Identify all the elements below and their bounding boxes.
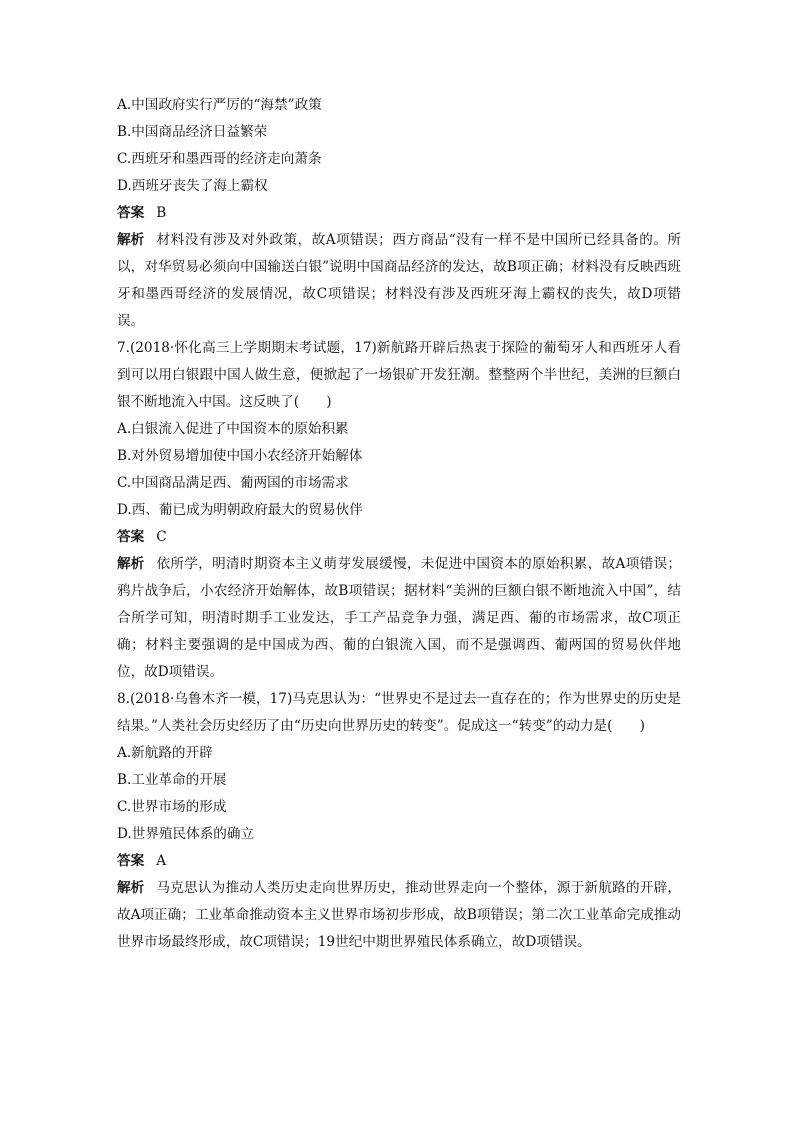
analysis-text: 材料没有涉及对外政策，故A项错误；西方商品“没有一样不是中国所已经具备的。所以，对华贸易必须向中国输送白银”说明中国商品经济的发达，故B项正确；材料没有反映西班牙和墨西哥经济的发展情况，故C项错误；材料没有涉及西班牙海上霸权的丧失，故D项错误。: [117, 232, 681, 329]
answer-line: [117, 200, 681, 227]
answer-value: C: [156, 529, 167, 545]
question-7: [117, 335, 681, 686]
question-6: [117, 92, 681, 335]
analysis-text: 依所学，明清时期资本主义萌芽发展缓慢，未促进中国资本的原始积累，故A项错误；鸦片战争后，小农经济开始解体，故B项错误；据材料“美洲的巨额白银不断地流入中国”，结合所学可知，明清时期手工业发达，手工产品竞争力强，满足西、葡的市场需求，故C项正确；材料主要强调的是中国成为西、葡的白银流入国，而不是强调西、葡两国的贸易伙伴地位，故D项错误。: [117, 556, 681, 680]
answer-label: 答案: [117, 853, 145, 869]
answer-value: B: [156, 205, 167, 221]
analysis-label: 解析: [117, 556, 145, 572]
option-c: C.世界市场的形成: [117, 799, 227, 815]
option-a: A.白银流入促进了中国资本的原始积累: [117, 421, 349, 437]
answer-line: [117, 848, 681, 875]
question-stem: 7.(2018·怀化高三上学期期末考试题，17)新航路开辟后热衷于探险的葡萄牙人和西班牙人看到可以用白银跟中国人做生意，便掀起了一场银矿开发狂潮。整整两个半世纪，美洲的巨额白银不断地流入中国。这反映了( ): [117, 340, 681, 410]
analysis-paragraph: [117, 875, 681, 956]
answer-label: 答案: [117, 529, 145, 545]
option-d: D.世界殖民体系的确立: [117, 826, 255, 842]
option-d: D.西班牙丧失了海上霸权: [117, 178, 268, 194]
option-c: C.中国商品满足西、葡两国的市场需求: [117, 475, 349, 491]
analysis-label: 解析: [117, 232, 145, 248]
option-b: B.对外贸易增加使中国小农经济开始解体: [117, 448, 363, 464]
analysis-paragraph: [117, 227, 681, 335]
question-stem: 8.(2018·乌鲁木齐一模，17)马克思认为：“世界史不是过去一直存在的；作为世界史的历史是结果。”人类社会历史经历了由“历史向世界历史的转变”。促成这一“转变”的动力是( ): [117, 691, 681, 734]
option-b: B.中国商品经济日益繁荣: [117, 124, 268, 140]
document-content: [117, 92, 681, 956]
option-a: A.新航路的开辟: [117, 745, 213, 761]
answer-line: [117, 524, 681, 551]
answer-value: A: [156, 853, 167, 869]
analysis-label: 解析: [117, 880, 145, 896]
analysis-paragraph: [117, 551, 681, 686]
option-b: B.工业革命的开展: [117, 772, 227, 788]
question-8: [117, 686, 681, 956]
option-c: C.西班牙和墨西哥的经济走向萧条: [117, 151, 322, 167]
option-a: A.中国政府实行严厉的“海禁”政策: [117, 97, 322, 113]
option-d: D.西、葡已成为明朝政府最大的贸易伙伴: [117, 502, 363, 518]
answer-label: 答案: [117, 205, 145, 221]
analysis-text: 马克思认为推动人类历史走向世界历史，推动世界走向一个整体，源于新航路的开辟，故A项正确；工业革命推动资本主义世界市场初步形成，故B项错误；第二次工业革命完成推动世界市场最终形成，故C项错误；19世纪中期世界殖民体系确立，故D项错误。: [117, 880, 681, 950]
